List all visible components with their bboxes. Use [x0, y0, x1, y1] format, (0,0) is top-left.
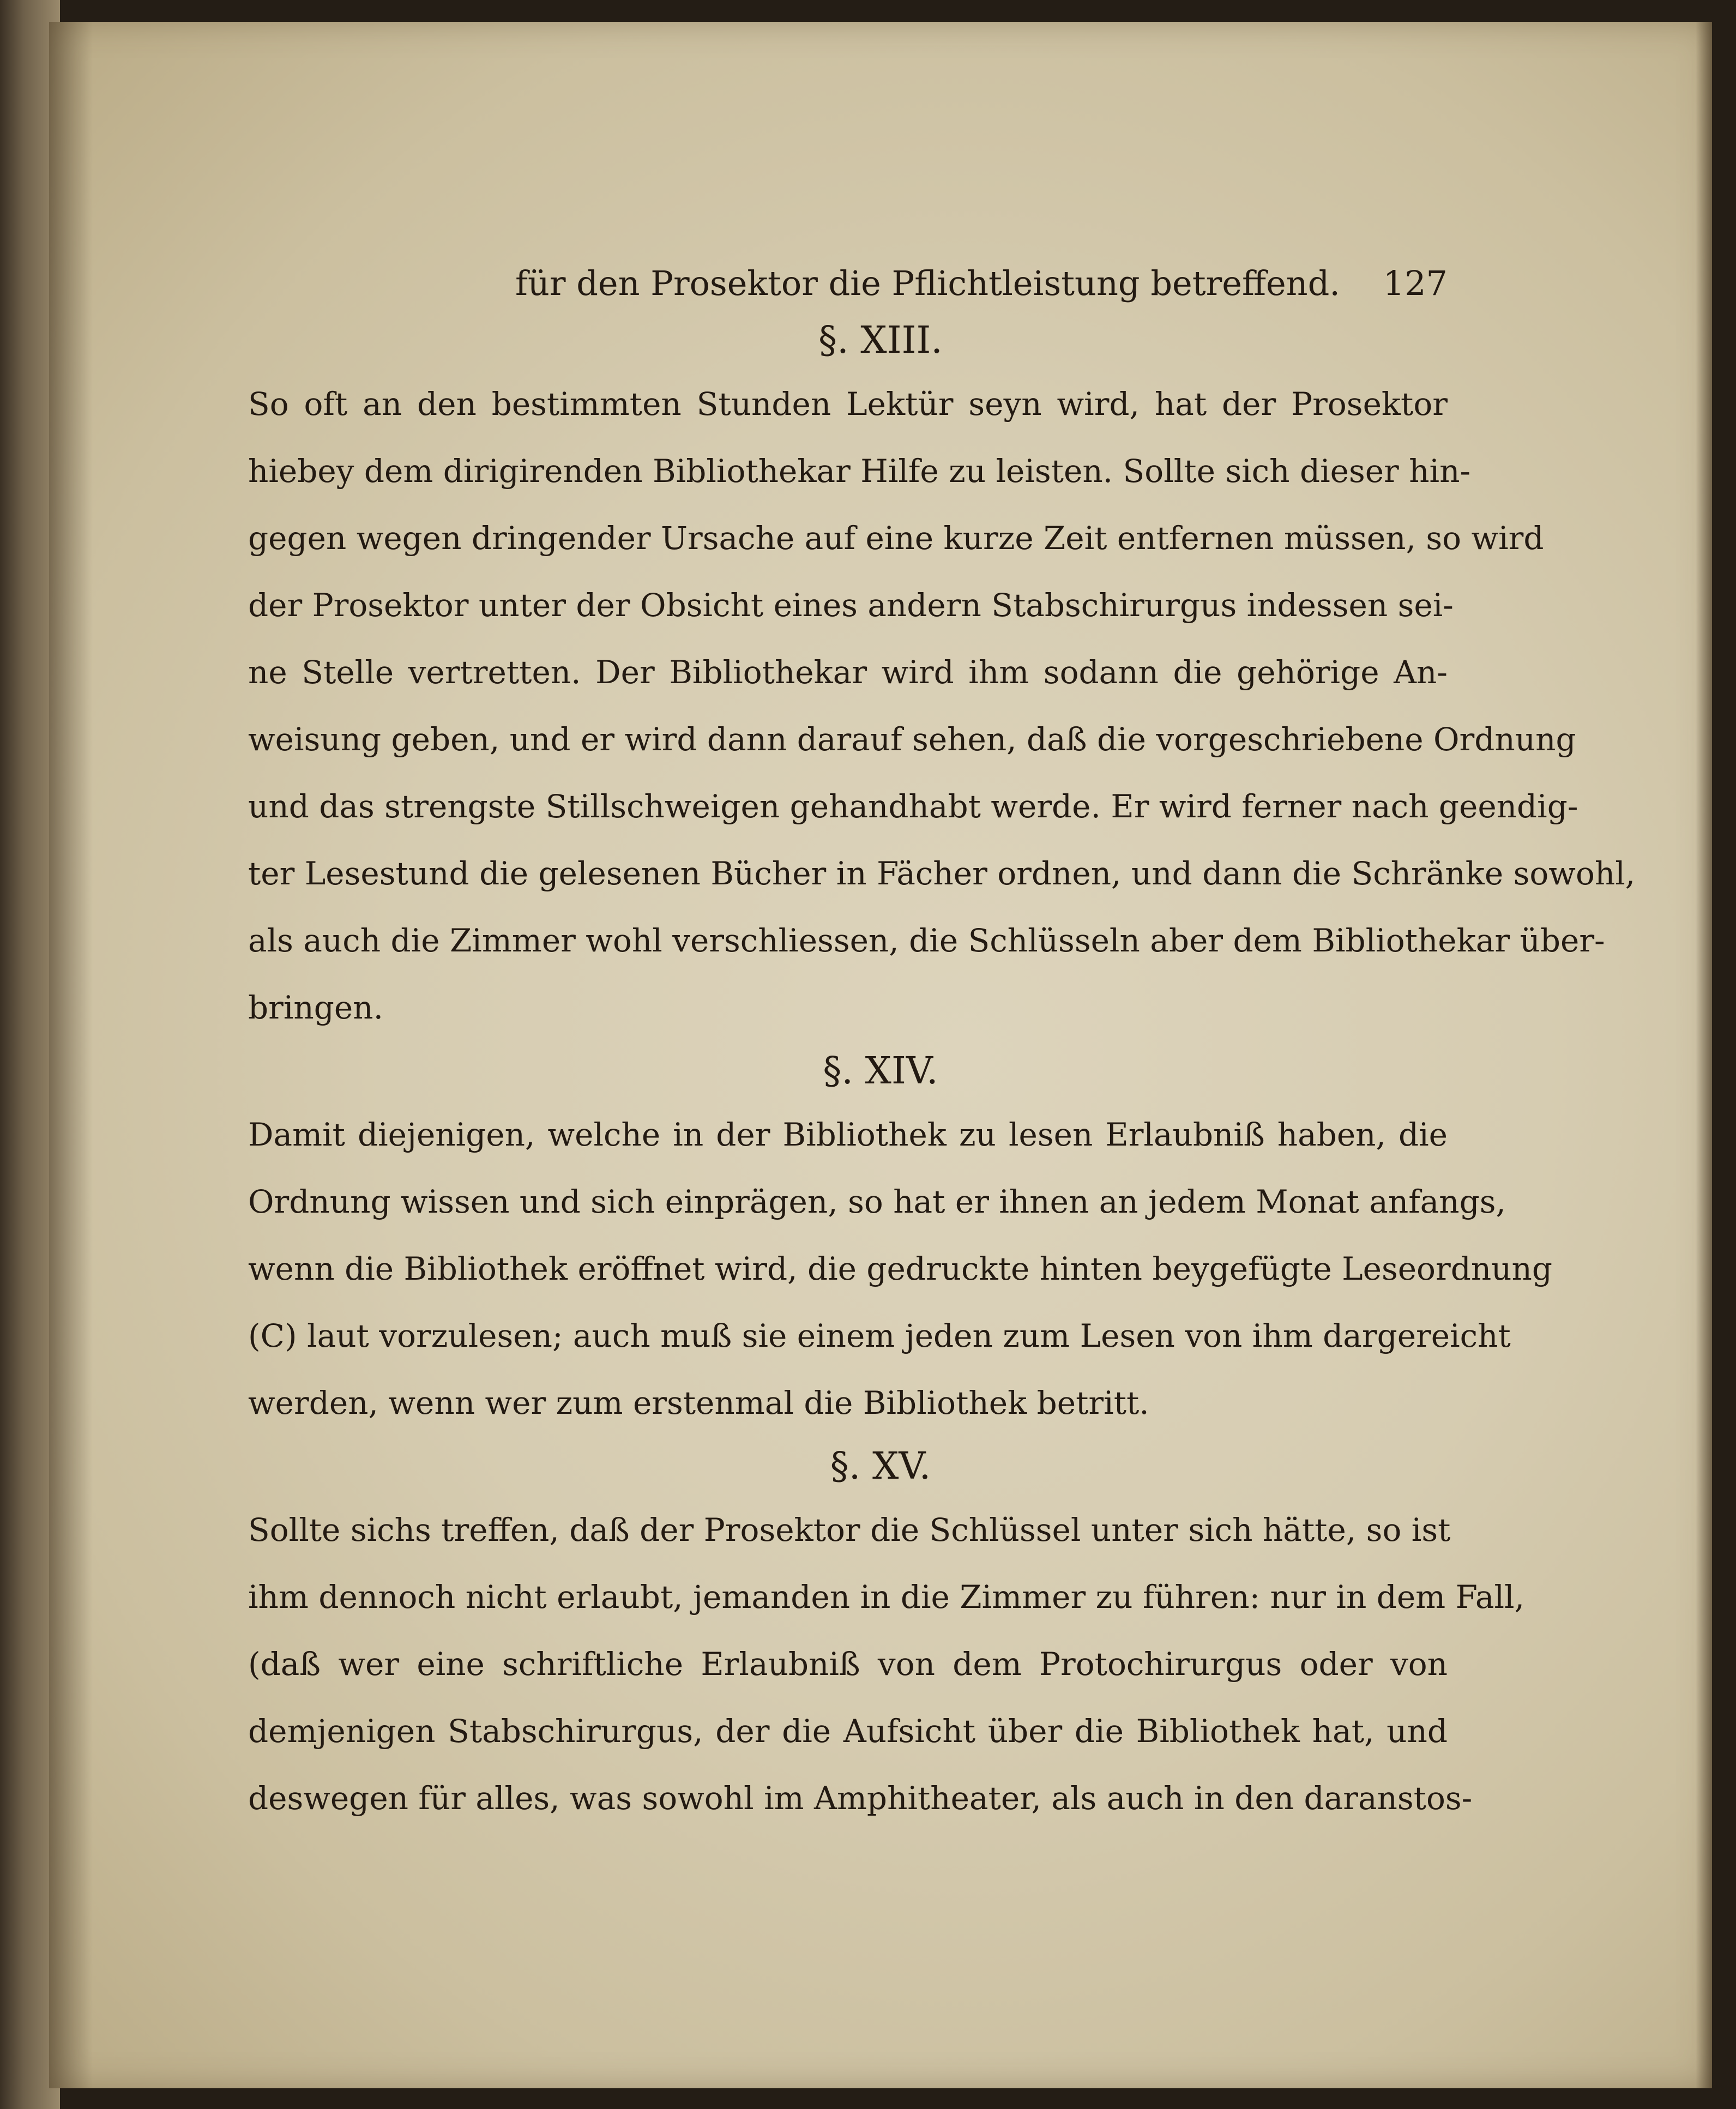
text-line: ihm dennoch nicht erlaubt, jemanden in die Zimmer zu führen: nur in dem Fall, — [248, 1578, 1525, 1616]
text-line: werden, wenn wer zum erstenmal die Bibliothek betritt. — [248, 1384, 1149, 1421]
text-line: weisung geben, und er wird dann darauf sehen, daß die vorgeschriebene Ordnung — [248, 721, 1576, 758]
text-line: ne Stelle vertretten. Der Bibliothekar wird ihm sodann die gehörige An- — [248, 654, 1448, 691]
text-line: und das strengste Stillschweigen gehandhabt werde. Er wird ferner nach geendig- — [248, 788, 1578, 825]
page-number: 127 — [1383, 263, 1448, 303]
binding-gutter — [49, 22, 93, 2088]
text-line: hiebey dem dirigirenden Bibliothekar Hilfe zu leisten. Sollte sich dieser hin- — [248, 453, 1471, 490]
text-line: als auch die Zimmer wohl verschliessen, die Schlüsseln aber dem Bibliothekar über- — [248, 922, 1605, 959]
paragraph-xv — [248, 1497, 1525, 1832]
text-line: Sollte sichs treffen, daß der Prosektor die Schlüssel unter sich hätte, so ist — [248, 1511, 1451, 1548]
text-line: So oft an den bestimmten Stunden Lektür seyn wird, hat der Prosektor — [248, 385, 1448, 423]
paragraph-xiii — [248, 371, 1636, 1041]
text-line: gegen wegen dringender Ursache auf eine kurze Zeit entfernen müssen, so wird — [248, 520, 1544, 557]
text-line: wenn die Bibliothek eröffnet wird, die gedruckte hinten beygefügte Leseordnung — [248, 1250, 1553, 1287]
page-content — [248, 256, 1636, 1832]
text-line: Damit diejenigen, welche in der Bibliothek zu lesen Erlaubniß haben, die — [248, 1116, 1448, 1153]
section-heading-xiii: §. XIII. — [818, 319, 943, 362]
text-line: bringen. — [248, 989, 384, 1026]
running-head — [248, 256, 1448, 311]
text-line: Ordnung wissen und sich einprägen, so hat er ihnen an jedem Monat anfangs, — [248, 1183, 1506, 1220]
text-line: (daß wer eine schriftliche Erlaubniß von dem Protochirurgus oder von — [248, 1646, 1448, 1683]
section-heading-xv: §. XV. — [830, 1445, 931, 1488]
text-line: demjenigen Stabschirurgus, der die Aufsicht über die Bibliothek hat, und — [248, 1713, 1448, 1750]
text-line: der Prosektor unter der Obsicht eines andern Stabschirurgus indessen sei- — [248, 587, 1454, 624]
text-line: (C) laut vorzulesen; auch muß sie einem jeden zum Lesen von ihm dargereicht — [248, 1317, 1511, 1354]
section-heading-xiv: §. XIV. — [823, 1050, 938, 1093]
text-line: deswegen für alles, was sowohl im Amphitheater, als auch in den daranstos- — [248, 1780, 1473, 1817]
running-title: für den Prosektor die Pflichtleistung betreffend. — [515, 263, 1341, 303]
text-line: ter Lesestund die gelesenen Bücher in Fächer ordnen, und dann die Schränke sowohl, — [248, 855, 1636, 892]
paragraph-xiv — [248, 1101, 1553, 1437]
page-edge-shadow — [1696, 22, 1712, 2088]
